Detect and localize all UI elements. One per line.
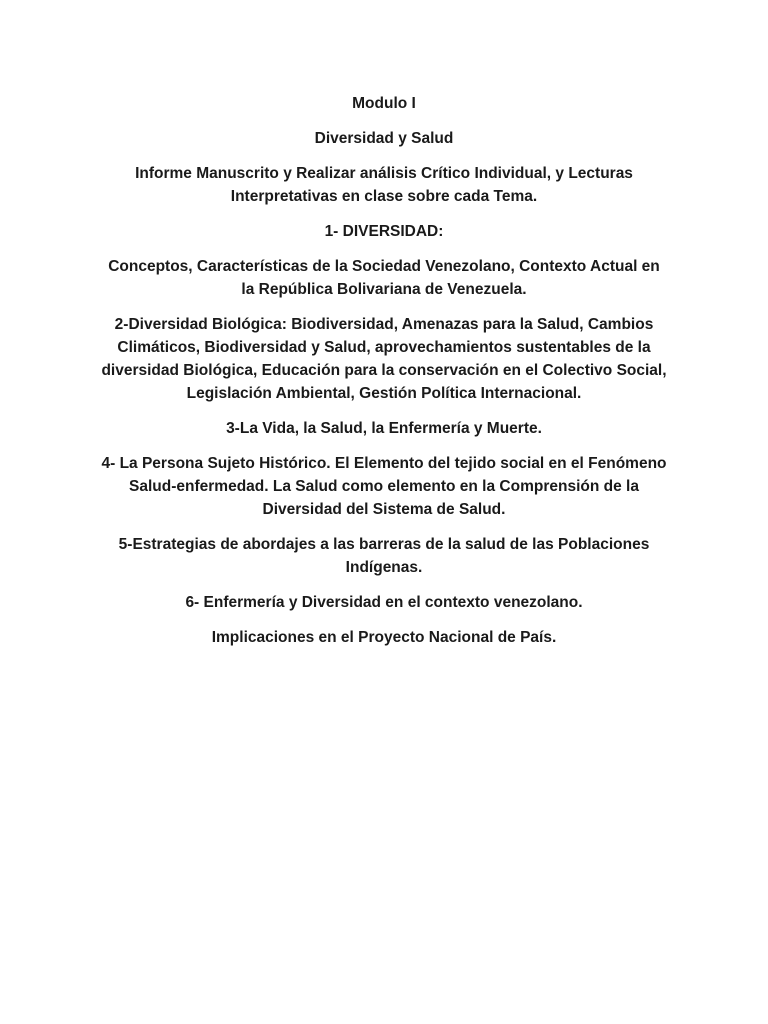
topic-1-text: Conceptos, Características de la Sociedad Venezolano, Contexto Actual en la República Bolivariana de Venezuela. xyxy=(108,258,660,298)
module-title: Modulo I xyxy=(352,95,416,112)
topic-4-paragraph: 4- La Persona Sujeto Histórico. El Elemento del tejido social en el Fenómeno Salud-enfermedad. La Salud como elemento en la Comprensión de la Diversidad del Sistema de Salud. xyxy=(101,455,667,518)
topic-3-paragraph: 3-La Vida, la Salud, la Enfermería y Muerte. xyxy=(226,420,542,437)
topic-1-heading: 1- DIVERSIDAD: xyxy=(324,223,444,240)
topic-5-paragraph: 5-Estrategias de abordajes a las barreras de la salud de las Poblaciones Indígenas. xyxy=(118,536,650,576)
topic-6-paragraph: 6- Enfermería y Diversidad en el contexto venezolano. xyxy=(185,594,583,611)
closing-paragraph: Implicaciones en el Proyecto Nacional de País. xyxy=(211,629,557,646)
intro-paragraph: Informe Manuscrito y Realizar análisis Crítico Individual, y Lecturas Interpretativas en clase sobre cada Tema. xyxy=(135,165,633,205)
document-body xyxy=(100,92,668,661)
module-subtitle: Diversidad y Salud xyxy=(314,130,454,147)
topic-2-paragraph: 2-Diversidad Biológica: Biodiversidad, Amenazas para la Salud, Cambios Climáticos, Biodiversidad y Salud, aprovechamientos sustentables de la diversidad Biológica, Educación para la conservación en el Colectivo Social, Legislación Ambiental, Gestión Política Internacional. xyxy=(101,316,667,402)
